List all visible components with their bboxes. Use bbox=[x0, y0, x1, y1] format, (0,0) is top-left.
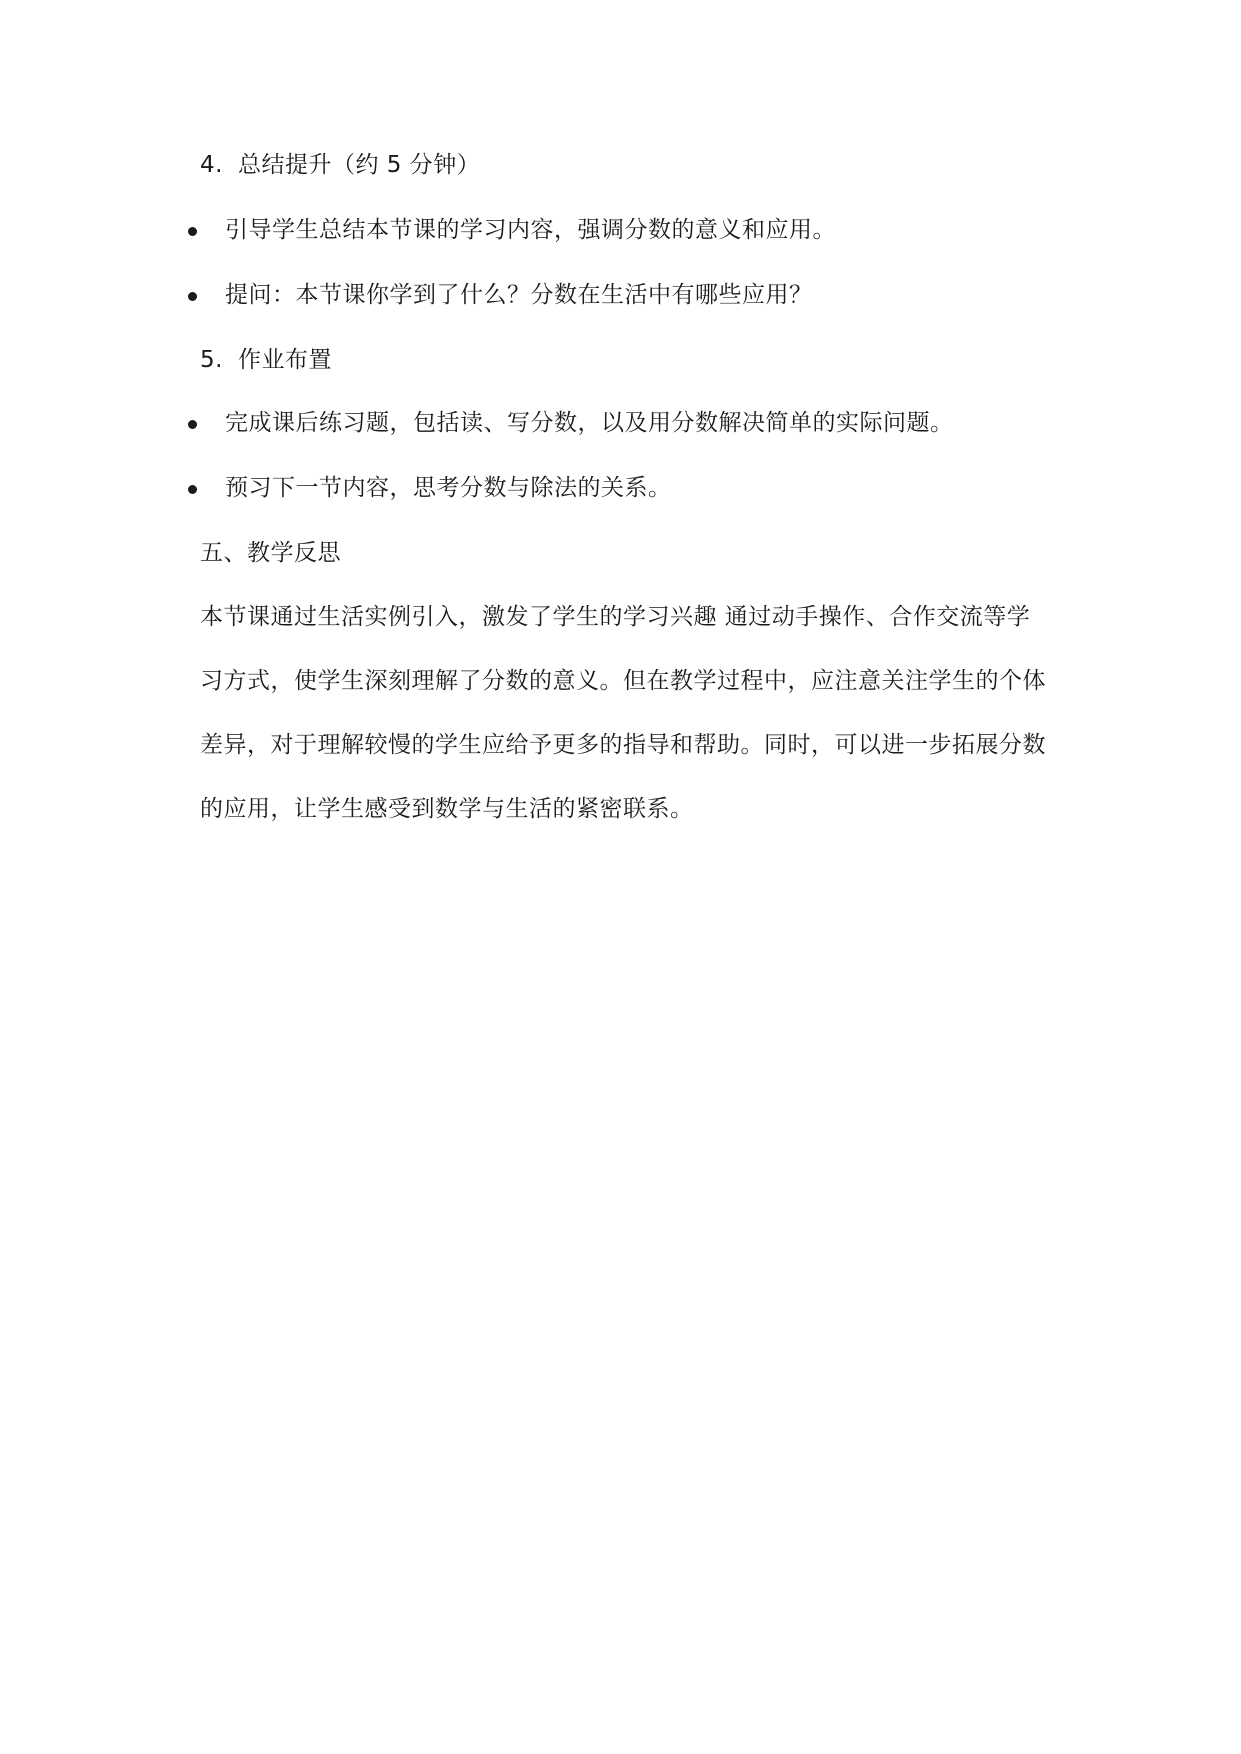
reflection-heading: 五、教学反思 bbox=[200, 540, 341, 566]
bullet-icon bbox=[188, 485, 197, 494]
list-item: 完成课后练习题，包括读、写分数，以及用分数解决简单的实际问题。 bbox=[225, 410, 954, 436]
reflection-line: 的应用，让学生感受到数学与生活的紧密联系。 bbox=[200, 796, 694, 822]
bullet-icon bbox=[188, 420, 197, 429]
bullet-icon bbox=[188, 227, 197, 236]
list-item: 预习下一节内容，思考分数与除法的关系。 bbox=[225, 475, 672, 501]
section-4-heading bbox=[200, 150, 480, 180]
section-4-number: 4. bbox=[200, 152, 223, 178]
reflection-line: 差异，对于理解较慢的学生应给予更多的指导和帮助。同时，可以进一步拓展分数 bbox=[200, 732, 1046, 758]
section-4-title: 总结提升（约 5 分钟） bbox=[238, 152, 481, 178]
reflection-line: 本节课通过生活实例引入，激发了学生的学习兴趣 通过动手操作、合作交流等学 bbox=[200, 604, 1031, 630]
section-5-title: 作业布置 bbox=[238, 347, 332, 373]
reflection-line: 习方式，使学生深刻理解了分数的意义。但在教学过程中，应注意关注学生的个体 bbox=[200, 668, 1046, 694]
list-item: 提问：本节课你学到了什么？分数在生活中有哪些应用？ bbox=[225, 282, 813, 308]
section-5-number: 5. bbox=[200, 347, 223, 373]
section-5-heading bbox=[200, 345, 332, 375]
list-item: 引导学生总结本节课的学习内容，强调分数的意义和应用。 bbox=[225, 217, 836, 243]
bullet-icon bbox=[188, 292, 197, 301]
